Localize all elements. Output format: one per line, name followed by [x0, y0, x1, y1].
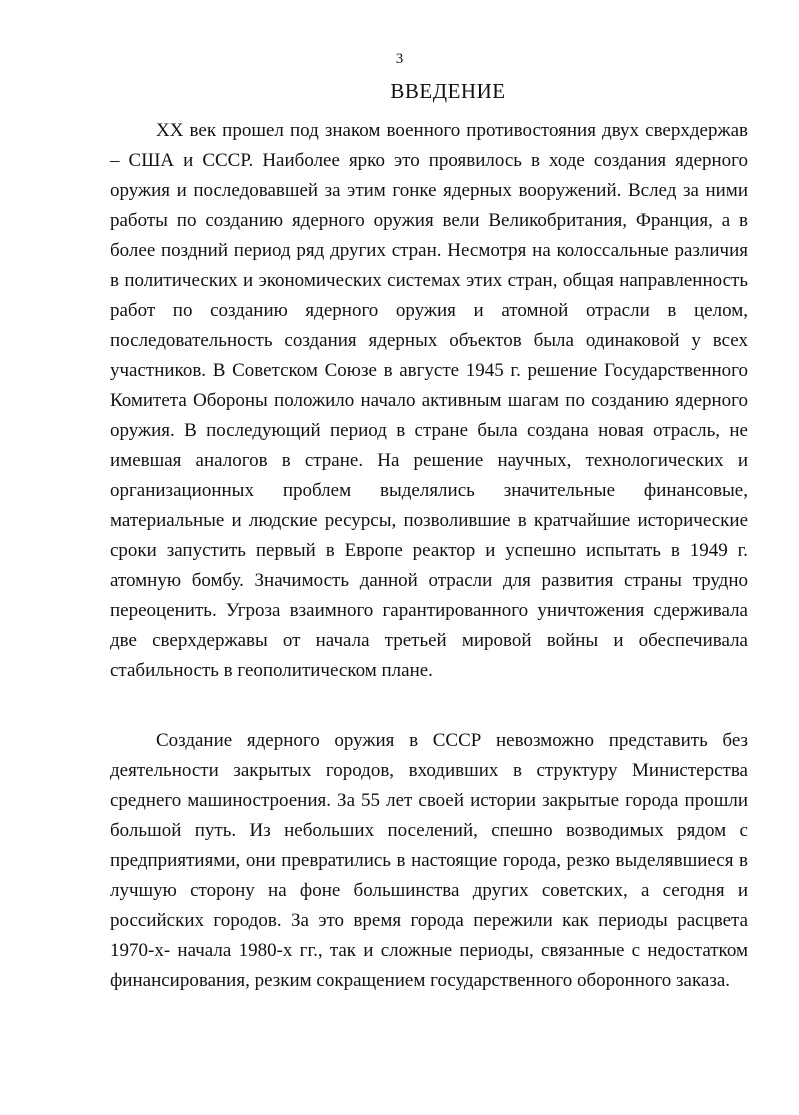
page-number: 3 [395, 51, 404, 67]
paragraph-2: Создание ядерного оружия в СССР невозможно представить без деятельности закрытых городов, входивших в структуру Министерства среднего машиностроения. За 55 лет своей истории закрытые города прошли большой путь. Из небольших поселений, спешно возводимых рядом с предприятиями, они превратились в настоящие города, резко выделявшиеся в лучшую сторону на фоне большинства других советских, а сегодня и российских городов. За это время города пережили как периоды расцвета 1970-х- начала 1980-х гг., так и сложные периоды, связанные с недостатком финансирования, резким сокращением государственного оборонного заказа. [110, 730, 748, 991]
section-title: ВВЕДЕНИЕ [390, 79, 506, 103]
paragraph-1: XX век прошел под знаком военного противостояния двух сверхдержав – США и СССР. Наиболее ярко это проявилось в ходе создания ядерного оружия и последовавшей за этим гонке ядерных вооружений. Вслед за ними работы по созданию ядерного оружия вели Великобритания, Франция, а в более поздний период ряд других стран. Несмотря на колоссальные различия в политических и экономических системах этих стран, общая направленность работ по созданию ядерного оружия и атомной отрасли в целом, последовательность создания ядерных объектов была одинаковой у всех участников. В Советском Союзе в августе 1945 г. решение Государственного Комитета Обороны положило начало активным шагам по созданию ядерного оружия. В последующий период в стране была создана новая отрасль, не имевшая аналогов в стране. На решение научных, технологических и организационных проблем выделялись значительные финансовые, материальные и людские ресурсы, позволившие в кратчайшие исторические сроки запустить первый в Европе реактор и успешно испытать в 1949 г. атомную бомбу. Значимость данной отрасли для развития страны трудно переоценить. Угроза взаимного гарантированного уничтожения сдерживала две сверхдержавы от начала третьей мировой войны и обеспечивала стабильность в геополитическом плане. [110, 120, 748, 681]
